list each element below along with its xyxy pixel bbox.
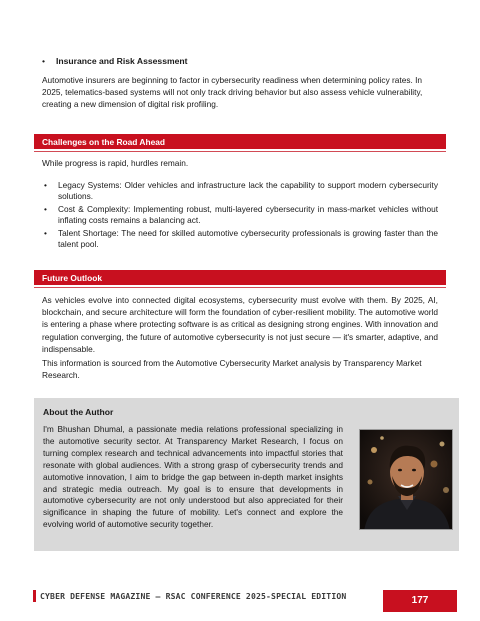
insurance-paragraph: Automotive insurers are beginning to factor in cybersecurity readiness when determining policy rates. In 2025, telematics-based systems will not only track driving behavior but also assess vehicle vulnerability, creating a new dimension of digital risk profiling. — [42, 75, 423, 110]
insurance-heading-text: Insurance and Risk Assessment — [56, 56, 188, 66]
page-footer — [33, 590, 457, 612]
bullet-icon: • — [42, 56, 46, 66]
insurance-heading — [42, 56, 188, 66]
author-box — [34, 398, 459, 551]
author-portrait-image — [360, 430, 453, 530]
page-number: 177 — [383, 590, 457, 612]
challenges-list — [58, 180, 438, 252]
source-note: This information is sourced from the Automotive Cybersecurity Market analysis by Transparency Market Research. — [42, 358, 422, 381]
outlook-paragraph: As vehicles evolve into connected digital ecosystems, cybersecurity must evolve with them. By 2025, AI, blockchain, and secure architecture will form the foundation of cyber-resilient mobility. The automotive world is entering a phase where protecting software is as critical as designing strong engines. With innovation and regulation converging, the future of automotive cybersecurity is not just secure — it's smarter, adaptive, and indispensable. — [42, 295, 438, 354]
challenges-intro: While progress is rapid, hurdles remain. — [42, 158, 189, 168]
section-header-future-outlook: Future Outlook — [34, 270, 446, 285]
list-item: • Legacy Systems: Older vehicles and infrastructure lack the capability to support modern cybersecurity solutions. — [58, 180, 438, 203]
list-item: • Talent Shortage: The need for skilled automotive cybersecurity professionals is growing faster than the talent pool. — [58, 228, 438, 251]
footer-accent-bar — [33, 590, 36, 602]
footer-publication-title: CYBER DEFENSE MAGAZINE – RSAC CONFERENCE 2025-SPECIAL EDITION — [40, 591, 347, 601]
list-item: • Cost & Complexity: Implementing robust, multi-layered cybersecurity in mass-market vehicles without inflating costs remains a balancing act. — [58, 204, 438, 227]
author-bio: I'm Bhushan Dhumal, a passionate media relations professional specializing in the automotive security sector. At Transparency Market Research, I focus on turning complex research and technical advancements into impactful stories that resonate with global audiences. With a strong grasp of cybersecurity trends and automotive innovation, I aim to bridge the gap between in-depth market insights and strategic media outreach. My goal is to ensure that developments in automotive cybersecurity are not only understood but also appreciated for their significance in shaping the future of mobility. Let's connect and explore the evolving world of automotive security together. — [43, 424, 343, 530]
author-title: About the Author — [43, 407, 114, 417]
author-photo — [359, 429, 453, 530]
section-header-challenges: Challenges on the Road Ahead — [34, 134, 446, 149]
